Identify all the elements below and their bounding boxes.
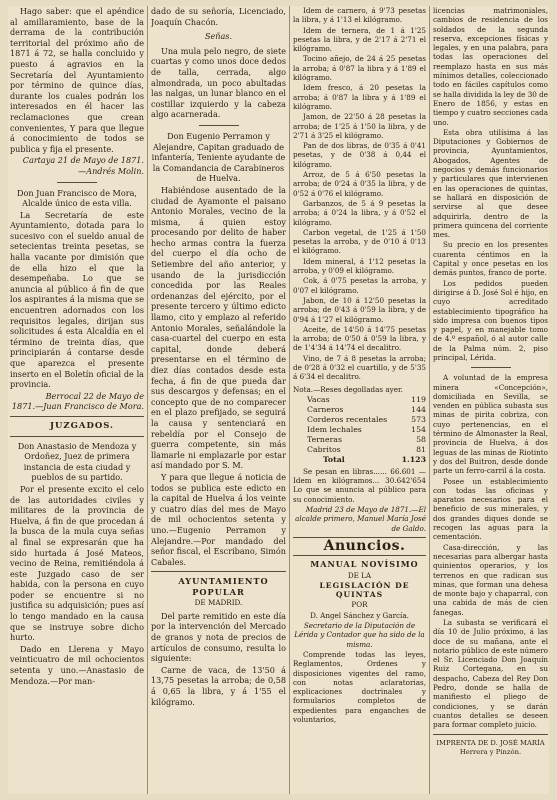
column-rule (147, 6, 148, 794)
table-total-row (293, 455, 426, 465)
book-author-desc: Secretario de la Diputación de Lérida y Contador que ha sido de la misma. (294, 621, 425, 649)
divider (10, 416, 144, 417)
llerena-notice-heading: Don Anastasio de Mendoza y Ordoñez, Juez de primera instancia de esta ciudad y pueblos de su partido. (17, 440, 137, 483)
column-2 (151, 6, 286, 794)
book-subtitle: DE LA (347, 570, 372, 580)
divider (151, 571, 286, 572)
table-cell-label: Corderos recentales (307, 414, 388, 424)
price-line: Aceite, de 14'50 á 14'75 pesetas la arroba; de 0'50 á 0'59 la libra, y de 1'4'34 á 14'74 el decalitro. (293, 324, 426, 353)
price-line: Jamon, de 22'50 á 28 pesetas la arroba; de 1'25 á 1'50 la libra, y de 2'71 á 3'25 el kilógramo. (293, 112, 426, 140)
table-row (293, 435, 426, 445)
table-cell-label: Carneros (307, 404, 344, 414)
section-heading-juzgados: JUZGADOS. (49, 420, 115, 431)
senas-heading: Señas. (204, 31, 233, 42)
price-line: Arroz, de 5 á 6'50 pesetas la arroba; de 0'24 á 0'35 la libra, y de 0'52 á 0'76 el kilógramo. (293, 170, 426, 198)
book-orders: Los pedidos pueden dirigirse á D. José Sol é hijo, en cuyo acreditado establecimiento tipográfico ha sido impresa con buenos tipos y papel, y en manejable tomo de 4.º español, ó al autor calle de la Palma núm. 2, piso principal, Lérida. (433, 278, 548, 362)
table-row (293, 395, 426, 405)
book-title: MANUAL NOVÍSIMO (310, 559, 419, 570)
section-heading-ayuntamiento: AYUNTAMIENTO POPULAR (178, 576, 269, 597)
book-author: D. Angel Sánchez y García. (310, 610, 409, 620)
llerena-signature: Dado en Llerena y Mayo veinticuatro de mil ochocientos setenta y uno.—Anastasio de Mendoza.—Por man- (10, 643, 144, 686)
table-cell-value: 573 (411, 414, 426, 424)
price-line: Idem mineral, á 1'12 pesetas la arroba, y 0'09 el kilógramo. (293, 256, 426, 276)
price-line: Idem de ternera, de 1 á 1'25 pesetas la libra, y de 2'17 á 2'71 el kilógramo. (293, 25, 426, 54)
printer-imprint: IMPRENTA DE D. JOSÉ MARÍA Herrera y Pinzón. (436, 738, 545, 756)
divider (57, 182, 97, 183)
mine-houses: Casa-dirección, y las necesarias para albergar hasta quinientos operarios, y los terrenos en que radican sus minas, que forman una dehesa de monte bajo y chaparral, con una cabida de más de cien fanegas. (433, 542, 548, 617)
table-cell-label: Vacas (307, 394, 330, 404)
book-description: Comprende todas las leyes, Reglamentos, Ordenes y disposiciones vigentes del ramo, con notas aclaratorias, explicaciones doctrinales y formularios completos de expedientes para enganches de voluntarios, (293, 649, 426, 724)
divider (433, 734, 548, 735)
table-row (293, 415, 426, 425)
column-3 (293, 6, 426, 794)
mine-establishment: Posee un establecimiento con todas las oficinas y aparatos necesarios para el beneficio de sus minerales, y dos grandes diques donde se recogen las aguas para la cementación. (433, 476, 548, 542)
column-1 (10, 6, 144, 794)
divider (10, 436, 144, 437)
livestock-table (293, 395, 426, 465)
market-intro: Del parte remitido en este día por la intervención del Mercado de granos y nota de precios de artículos de consumo, resulta lo siguiente: (151, 610, 286, 664)
column-rule (289, 6, 290, 794)
price-line: Idem de carnero, á 9'73 pesetas la libra, y á 1'13 el kilógramo. (293, 6, 426, 25)
price-line: Cok, á 0'75 pesetas la arroba, y 0'07 el kilógramo. (293, 276, 426, 295)
divider (199, 125, 239, 126)
table-cell-label: Cabritos (307, 444, 341, 454)
table-cell-value: 81 (416, 444, 426, 454)
price-line: Tocino añejo, de 24 á 25 pesetas la arroba; á 0'87 la libra y á 1'89 el kilógramo. (293, 54, 426, 83)
book-by: POR (351, 600, 368, 610)
mine-auction-date: La subasta se verificará el día 10 de Julio próximo, á las doce de su mañana, ante el notario público de este número el Sr. Licenciado Don Joaquín Ruiz Cortegana, en su despacho, Cabeza del Rey Don Pedro, donde se halla de manifiesto el pliego de condiciones, y se darán cuantos detalles se deseen para formar completo juicio. (433, 618, 548, 730)
mule-description: Una mula pelo negro, de siete cuartas y como unos doce dedos de talla, cerrada, algo almondrada, un poco abultadas las nalgas, un lunar blanco en el costillar izquierdo y la cabeza algo acarnerada. (151, 45, 286, 120)
table-total-value: 1.123 (401, 454, 426, 464)
table-total-label: Total (323, 454, 345, 464)
book-subtitle: LEGISLACIÓN DE QUINTAS (319, 580, 410, 600)
table-cell-value: 154 (411, 424, 426, 434)
section-subheading-madrid: DE MADRID. (194, 598, 243, 608)
divider (293, 555, 426, 556)
table-row (293, 405, 426, 415)
table-row (293, 425, 426, 435)
table-cell-label: Idem lechales (307, 424, 362, 434)
book-description-cont: licencias matrimoniales, cambios de residencia de los soldados de la segunda reserva, excepciones físicas y legales, y en una palabra, para todas las operaciones del reemplazo hasta en sus más mínimos detalles, coleccionado todo en fáciles capítulos como se halla dividida la ley de 30 de Enero de 1856, y estas en tiempo y cuatro secciones cada uno. (433, 6, 548, 127)
price-line: Vino, de 7 á 8 pesetas la arroba; de 0'28 á 0'32 el cuartillo, y de 5'35 á 6'34 el decalitro. (293, 353, 426, 382)
table-cell-value: 144 (411, 404, 426, 414)
berrocal-notice-heading: Don Juan Francisco de Mora, Alcalde único de esta villa. (17, 187, 137, 209)
madrid-signature: Madrid 23 de Mayo de 1871.—El alcalde primero, Manuel María José de Galdo. (295, 505, 426, 533)
huelva-edict-close: Y para que llegue á noticia de todos se publica este edicto en la capital de Huelva á los veinte y cuatro días del mes de Mayo de mil ochocientos setenta y uno.—Eugenio Perramon y Alejandre.—Por mandado del señor fiscal, el Escribano, Simón Cabales. (151, 471, 286, 567)
column-4 (433, 6, 548, 794)
book-price: Su precio en los presentes cuarenta céntimos en la Capital y once pesetas en los demás puntos, franco de porte. (433, 240, 548, 278)
table-row (293, 445, 426, 455)
livestock-note-heading: Nota.—Reses degolladas ayer. (293, 384, 403, 394)
cartaya-signature: Cartaya 21 de Mayo de 1871.—Andrés Molin. (22, 155, 144, 176)
llerena-notice: Por el presente excito el celo de las autoridades civiles y militares de la provincia de Huelva, á fin de que procedan á la busca de la mula cuya señas al final se expresarán que ha sido hurtada á José Mateos, vecino de Reina, remitiéndola á este Juzgado caso de ser habida, con la persona en cuyo poder se encuentre si no justifica su adquisición; pues así lo tengo mandado en la causa que se instruye sobre dicho hurto. (10, 483, 144, 643)
table-cell-label: Terneras (307, 434, 342, 444)
price-line: Jabon, de 10 á 12'50 pesetas la arroba; de 0'43 á 0'59 la libra, y de 0'94 á 1'27 el kilógramo. (293, 295, 426, 324)
cartaya-notice: Hago saber: que el apéndice al amillaramiento, base de la derrama de la contribución territorial del próximo año de 1871 á 72, se halla concluido y puesto á agravios en la Secretaría del Ayuntamiento por término de quince días, durante los cuales podrán los interesados en él hacer las reclamaciones que crean convenientes, Y para que llegue á conocimiento de todos se publica y fija el presente. (10, 6, 144, 154)
price-line: Idem fresco, á 20 pesetas la arroba; á 0'87 la libra y á 1'89 el kilógramo. (293, 83, 426, 111)
price-beef: Carne de vaca, de 13'50 á 13,75 pesetas la arroba; de 0,58 á 0,65 la libra, y á 1'55 el kilógramo. (151, 664, 286, 707)
llerena-signature-cont: dado de su señoría, Licenciado, Joaquín Chacón. (151, 6, 286, 27)
price-line: Carbon vegetal, de 1'25 á 1'50 pesetas la arroba, y de 0'10 á 0'13 el kilógramo. (293, 227, 426, 256)
newspaper-page (8, 6, 549, 794)
berrocal-signature: Berrocal 22 de Mayo de 1871.—Juan Francisco de Mora. (11, 390, 144, 412)
divider (471, 367, 511, 368)
section-heading-anuncios: Anuncios. (323, 537, 406, 554)
berrocal-notice: La Secretaría de este Ayuntamiento, dotada para lo sucesivo con el sueldo anual de setecientas treinta pesetas, se halla vacante por dimisión que de ella hizo el que la desempeñaba. Lo que se anuncia al público á fin de que los aspirantes á la misma que se encuentren adornados con los requisitos legales, dirijan sus solicitudes á esta Alcaldía en el término de treinta días, que principiarán á contarse desde que aparezca el presente inserto en el Boletín oficial de la provincia. (10, 209, 144, 390)
huelva-edict: Habiéndose ausentado de la ciudad de Ayamonte el paisano Antonio Morales, vecino de la misma, á quien estoy procesando por delito de haber hecho armas contra la fuerza del cuerpo el día ocho de Setiembre del año anterior, y usando de la jurisdicción concedida por las Reales ordenanzas del ejército, por el presente tercero y último edicto llamo, cito y emplazo al referido Antonio Morales, señalándole la casa-cuartel del cuerpo en esta capital, donde deberá presentarse en el término de diez días contados desde esta fecha, á fin de que pueda dar sus descargos y defensas; en el concepto que de no comparecer en el plazo prefijado, se seguirá la causa y sentenciará en rebeldía por el Consejo de guerra competente, sin más llamarle ni emplazarle por estar así mandado por S. M. (151, 184, 286, 471)
book-availability: Esta obra utilísima á las Diputaciones y Gobiernos de provincia, Ayuntamientos, Abogados, Agentes de negocios y demás funcionarios y particulares que intervienen en las operaciones de quintas, se hallará en disposición de servirse al que desee adquirirla, dentro de la primera quincena del corriente mes. (433, 127, 548, 240)
table-cell-value: 119 (411, 394, 426, 404)
table-cell-value: 58 (416, 434, 426, 444)
column-rule (429, 6, 430, 794)
huelva-edict-heading: Don Eugenio Perramon y Alejandre, Capitan graduado de infantería, Teniente ayudante de la Comandancia de Carabineros de Huelva. (151, 130, 286, 184)
mine-auction: A voluntad de la empresa minera «Concepción», domiciliada en Sevilla, se venden en pública subasta sus minas de pirita cobriza, con cuyo pertenencias, en el término de Almonaster la Real, provincia de Huelva, á dos leguas de las minas de Riotinto y dos del Buitron, desde donde parte un ferro-carril á la costa. (433, 373, 548, 476)
price-line: Pan de dos libras, de 0'35 á 0'41 pesetas, y de 0'38 á 0,44 el kilógramo. (293, 141, 426, 169)
weight-summary: Se pesan en libras...... 66.601 — Idem en kilógramos... 30.642'654 Lo que se anuncia al público para su conocimiento. (293, 466, 426, 504)
price-line: Garbanzos, de 5 á 9 pesetas la arroba; á 0'24 la libra, y á 0'52 el kilógramo. (293, 198, 426, 227)
